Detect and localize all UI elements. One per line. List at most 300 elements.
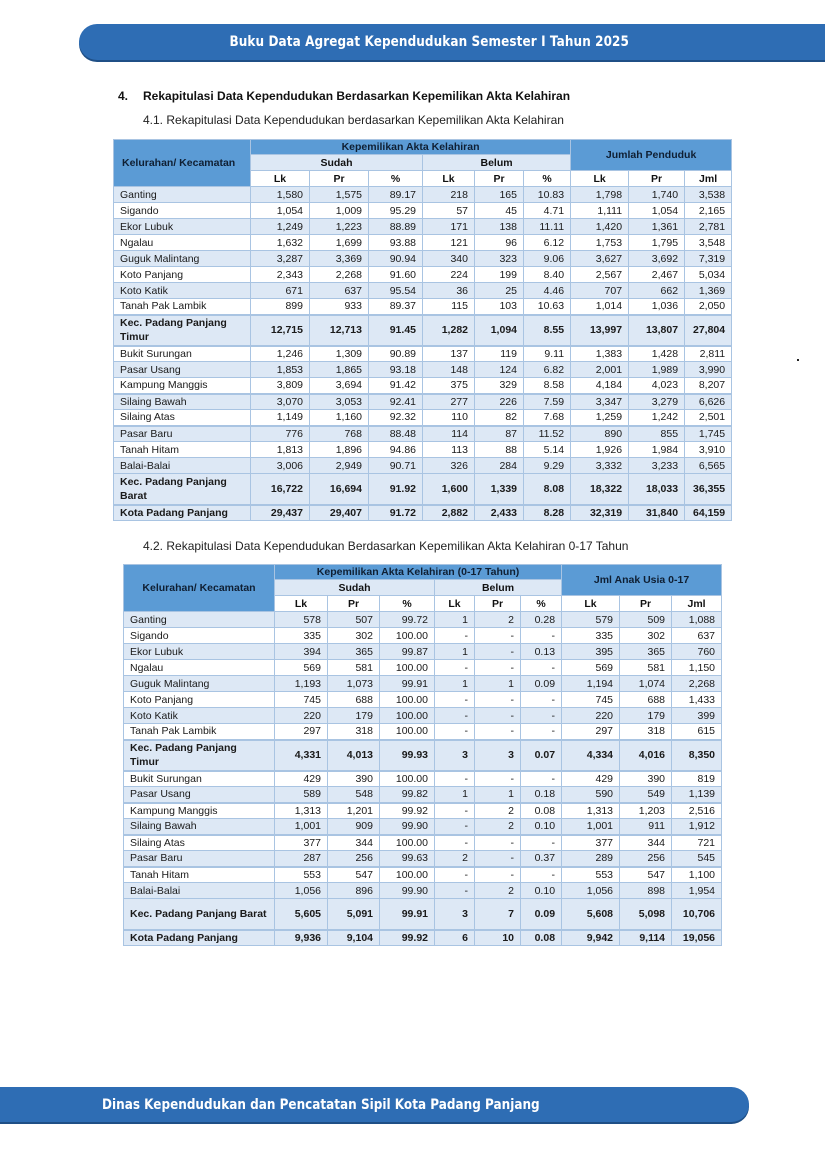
cell-t-lk: 220	[562, 708, 620, 724]
cell-b-pr: -	[475, 692, 521, 708]
cell-s-lk: 1,249	[251, 219, 310, 235]
cell-s-lk: 3,070	[251, 394, 310, 410]
total-row	[124, 930, 722, 946]
cell-b-pr: 82	[475, 410, 524, 426]
cell-t-jml: 1,100	[672, 867, 722, 883]
cell-area-name: Ngalau	[114, 235, 251, 251]
cell-b-lk: -	[435, 724, 475, 740]
cell-b-lk: -	[435, 819, 475, 835]
cell-s-lk: 578	[275, 612, 328, 628]
cell-b-pr: 2,433	[475, 505, 524, 521]
table-row	[114, 267, 732, 283]
cell-s-pr: 2,949	[310, 458, 369, 474]
cell-s-pct: 88.89	[369, 219, 423, 235]
table-row	[124, 628, 722, 644]
cell-b-pr: 1	[475, 787, 521, 803]
cell-area-name: Tanah Hitam	[124, 867, 275, 883]
cell-b-lk: -	[435, 628, 475, 644]
table-row	[124, 660, 722, 676]
cell-s-lk: 1,813	[251, 442, 310, 458]
cell-s-lk: 16,722	[251, 474, 310, 505]
cell-s-pr: 3,053	[310, 394, 369, 410]
cell-t-pr: 1,242	[629, 410, 685, 426]
table-row	[124, 676, 722, 692]
cell-t-jml: 1,139	[672, 787, 722, 803]
section-title: Rekapitulasi Data Kependudukan Berdasarkan Kepemilikan Akta Kelahiran	[143, 89, 571, 103]
cell-s-pct: 100.00	[380, 835, 435, 851]
cell-s-pct: 88.48	[369, 426, 423, 442]
cell-t-jml: 8,350	[672, 740, 722, 771]
cell-s-pct: 92.41	[369, 394, 423, 410]
cell-area-name: Kota Padang Panjang	[114, 505, 251, 521]
cell-b-lk: -	[435, 692, 475, 708]
table-row	[114, 346, 732, 362]
cell-s-pct: 100.00	[380, 660, 435, 676]
cell-t-pr: 911	[620, 819, 672, 835]
cell-s-pr: 256	[328, 851, 380, 867]
cell-s-lk: 4,331	[275, 740, 328, 771]
cell-s-pr: 4,013	[328, 740, 380, 771]
cell-t-lk: 553	[562, 867, 620, 883]
cell-t-lk: 1,194	[562, 676, 620, 692]
cell-s-lk: 1,853	[251, 362, 310, 378]
cell-b-lk: 6	[435, 930, 475, 946]
cell-s-lk: 3,006	[251, 458, 310, 474]
cell-b-lk: 115	[423, 299, 475, 315]
cell-s-pct: 99.93	[380, 740, 435, 771]
cell-b-lk: -	[435, 835, 475, 851]
cell-s-pct: 99.72	[380, 612, 435, 628]
cell-s-pr: 2,268	[310, 267, 369, 283]
cell-t-jml: 1,088	[672, 612, 722, 628]
table-row	[124, 883, 722, 899]
cell-t-pr: 1,428	[629, 346, 685, 362]
cell-s-pct: 89.37	[369, 299, 423, 315]
cell-s-pr: 1,073	[328, 676, 380, 692]
table-row	[114, 299, 732, 315]
cell-t-lk: 590	[562, 787, 620, 803]
cell-b-pct: -	[521, 708, 562, 724]
cell-t-lk: 32,319	[571, 505, 629, 521]
section-heading	[118, 89, 570, 103]
cell-s-pct: 90.89	[369, 346, 423, 362]
total-row	[114, 505, 732, 521]
cell-t-lk: 4,334	[562, 740, 620, 771]
header-sudah: Sudah	[251, 155, 423, 171]
cell-b-lk: 375	[423, 378, 475, 394]
cell-s-pr: 5,091	[328, 899, 380, 930]
header-area: Kelurahan/ Kecamatan	[124, 565, 275, 612]
cell-s-lk: 1,313	[275, 803, 328, 819]
cell-s-lk: 589	[275, 787, 328, 803]
cell-s-lk: 3,287	[251, 251, 310, 267]
cell-s-lk: 9,936	[275, 930, 328, 946]
cell-b-lk: 171	[423, 219, 475, 235]
cell-s-lk: 671	[251, 283, 310, 299]
cell-t-lk: 1,001	[562, 819, 620, 835]
cell-b-lk: 3	[435, 740, 475, 771]
cell-b-pr: -	[475, 867, 521, 883]
table-row	[114, 410, 732, 426]
cell-b-pct: 0.10	[521, 883, 562, 899]
cell-b-lk: -	[435, 883, 475, 899]
cell-b-pr: -	[475, 724, 521, 740]
cell-s-lk: 5,605	[275, 899, 328, 930]
cell-b-pr: 45	[475, 203, 524, 219]
cell-s-pct: 89.17	[369, 187, 423, 203]
cell-b-lk: 1,282	[423, 315, 475, 346]
cell-b-pct: 9.06	[524, 251, 571, 267]
cell-s-pr: 344	[328, 835, 380, 851]
cell-t-pr: 1,036	[629, 299, 685, 315]
cell-t-lk: 1,259	[571, 410, 629, 426]
cell-t-pr: 549	[620, 787, 672, 803]
header-group: Kepemilikan Akta Kelahiran	[251, 140, 571, 155]
cell-b-lk: 36	[423, 283, 475, 299]
cell-s-pct: 100.00	[380, 724, 435, 740]
cell-s-pr: 179	[328, 708, 380, 724]
header-sudah-pr: Pr	[328, 596, 380, 612]
cell-b-pct: 7.59	[524, 394, 571, 410]
cell-t-lk: 5,608	[562, 899, 620, 930]
cell-area-name: Pasar Baru	[124, 851, 275, 867]
cell-area-name: Bukit Surungan	[124, 771, 275, 787]
cell-b-pct: 11.52	[524, 426, 571, 442]
subtotal-row	[114, 474, 732, 505]
cell-area-name: Pasar Baru	[114, 426, 251, 442]
cell-s-pr: 318	[328, 724, 380, 740]
header-sudah: Sudah	[275, 580, 435, 596]
cell-t-lk: 1,313	[562, 803, 620, 819]
cell-t-jml: 6,626	[685, 394, 732, 410]
cell-s-pr: 1,309	[310, 346, 369, 362]
birth-certificate-0-17-table	[123, 564, 722, 946]
cell-s-lk: 287	[275, 851, 328, 867]
cell-area-name: Tanah Pak Lambik	[124, 724, 275, 740]
subtotal-row	[124, 740, 722, 771]
cell-t-jml: 1,369	[685, 283, 732, 299]
header-total-pr: Pr	[620, 596, 672, 612]
cell-t-lk: 569	[562, 660, 620, 676]
cell-s-pr: 1,201	[328, 803, 380, 819]
cell-s-pr: 548	[328, 787, 380, 803]
cell-b-pct: 10.63	[524, 299, 571, 315]
cell-s-pct: 100.00	[380, 628, 435, 644]
cell-b-pct: -	[521, 867, 562, 883]
cell-t-pr: 1,989	[629, 362, 685, 378]
cell-area-name: Kampung Manggis	[124, 803, 275, 819]
cell-s-pct: 95.54	[369, 283, 423, 299]
cell-t-lk: 890	[571, 426, 629, 442]
cell-t-lk: 1,753	[571, 235, 629, 251]
cell-b-pct: 6.82	[524, 362, 571, 378]
cell-area-name: Kec. Padang Panjang Timur	[124, 740, 275, 771]
cell-area-name: Kec. Padang Panjang Timur	[114, 315, 251, 346]
cell-t-pr: 4,016	[620, 740, 672, 771]
cell-b-pr: 226	[475, 394, 524, 410]
cell-t-pr: 13,807	[629, 315, 685, 346]
cell-s-pr: 12,713	[310, 315, 369, 346]
cell-b-pct: 5.14	[524, 442, 571, 458]
header-belum-lk: Lk	[423, 171, 475, 187]
cell-b-pr: 124	[475, 362, 524, 378]
cell-s-pr: 3,694	[310, 378, 369, 394]
cell-t-jml: 2,811	[685, 346, 732, 362]
table-row	[114, 394, 732, 410]
cell-b-pr: 329	[475, 378, 524, 394]
cell-b-lk: 57	[423, 203, 475, 219]
cell-s-pr: 507	[328, 612, 380, 628]
cell-s-lk: 335	[275, 628, 328, 644]
cell-s-pr: 1,896	[310, 442, 369, 458]
cell-b-pct: -	[521, 692, 562, 708]
cell-t-lk: 4,184	[571, 378, 629, 394]
cell-b-pct: -	[521, 628, 562, 644]
cell-b-lk: 277	[423, 394, 475, 410]
cell-s-lk: 394	[275, 644, 328, 660]
cell-s-pr: 933	[310, 299, 369, 315]
cell-b-lk: -	[435, 708, 475, 724]
table-row	[114, 426, 732, 442]
cell-b-pr: 1,094	[475, 315, 524, 346]
cell-b-pr: 119	[475, 346, 524, 362]
cell-t-lk: 297	[562, 724, 620, 740]
cell-t-pr: 688	[620, 692, 672, 708]
cell-s-lk: 2,343	[251, 267, 310, 283]
table-row	[114, 187, 732, 203]
cell-t-lk: 377	[562, 835, 620, 851]
cell-t-pr: 1,795	[629, 235, 685, 251]
cell-t-pr: 662	[629, 283, 685, 299]
cell-s-pr: 768	[310, 426, 369, 442]
cell-s-pr: 581	[328, 660, 380, 676]
cell-b-pr: -	[475, 644, 521, 660]
cell-t-jml: 5,034	[685, 267, 732, 283]
cell-s-pr: 1,160	[310, 410, 369, 426]
cell-t-lk: 3,627	[571, 251, 629, 267]
cell-t-lk: 13,997	[571, 315, 629, 346]
header-total: Jml Anak Usia 0-17	[562, 565, 722, 596]
cell-b-pct: 6.12	[524, 235, 571, 251]
cell-s-pr: 3,369	[310, 251, 369, 267]
cell-t-lk: 3,332	[571, 458, 629, 474]
cell-t-pr: 3,279	[629, 394, 685, 410]
header-sudah-lk: Lk	[251, 171, 310, 187]
cell-s-pct: 99.90	[380, 819, 435, 835]
cell-s-pct: 99.92	[380, 803, 435, 819]
cell-b-pct: 9.29	[524, 458, 571, 474]
cell-s-pct: 91.60	[369, 267, 423, 283]
cell-s-pct: 99.91	[380, 676, 435, 692]
cell-s-pct: 99.87	[380, 644, 435, 660]
cell-t-lk: 2,567	[571, 267, 629, 283]
cell-b-pr: -	[475, 771, 521, 787]
header-total-jml: Jml	[685, 171, 732, 187]
cell-t-jml: 1,433	[672, 692, 722, 708]
cell-b-pct: 0.28	[521, 612, 562, 628]
cell-s-pct: 91.42	[369, 378, 423, 394]
cell-s-pct: 91.45	[369, 315, 423, 346]
cell-s-lk: 377	[275, 835, 328, 851]
header-belum-pct: %	[524, 171, 571, 187]
cell-b-pr: 165	[475, 187, 524, 203]
cell-b-pct: 8.28	[524, 505, 571, 521]
header-belum: Belum	[423, 155, 571, 171]
cell-t-lk: 1,014	[571, 299, 629, 315]
cell-s-lk: 1,580	[251, 187, 310, 203]
cell-t-jml: 36,355	[685, 474, 732, 505]
cell-b-lk: 1	[435, 612, 475, 628]
cell-b-lk: 326	[423, 458, 475, 474]
cell-t-lk: 1,926	[571, 442, 629, 458]
page-footer-text: Dinas Kependudukan dan Pencatatan Sipil Kota Padang Panjang	[102, 1096, 540, 1113]
cell-s-pct: 100.00	[380, 771, 435, 787]
cell-area-name: Ganting	[114, 187, 251, 203]
cell-t-pr: 256	[620, 851, 672, 867]
table-row	[124, 724, 722, 740]
cell-t-jml: 8,207	[685, 378, 732, 394]
cell-s-lk: 899	[251, 299, 310, 315]
cell-s-lk: 1,632	[251, 235, 310, 251]
cell-area-name: Tanah Pak Lambik	[114, 299, 251, 315]
cell-area-name: Silaing Bawah	[124, 819, 275, 835]
table-row	[114, 378, 732, 394]
cell-area-name: Pasar Usang	[114, 362, 251, 378]
cell-area-name: Silaing Atas	[114, 410, 251, 426]
subtotal-row	[124, 899, 722, 930]
cell-t-pr: 3,692	[629, 251, 685, 267]
cell-b-lk: 2,882	[423, 505, 475, 521]
cell-b-pr: 103	[475, 299, 524, 315]
table-row	[124, 612, 722, 628]
cell-t-jml: 2,165	[685, 203, 732, 219]
table-row	[114, 235, 732, 251]
cell-b-pr: 323	[475, 251, 524, 267]
cell-t-jml: 1,150	[672, 660, 722, 676]
cell-t-pr: 3,233	[629, 458, 685, 474]
cell-t-jml: 1,745	[685, 426, 732, 442]
table-row	[114, 251, 732, 267]
cell-t-pr: 18,033	[629, 474, 685, 505]
cell-s-pct: 92.32	[369, 410, 423, 426]
cell-area-name: Kota Padang Panjang	[124, 930, 275, 946]
cell-b-pr: 2	[475, 612, 521, 628]
cell-b-lk: 340	[423, 251, 475, 267]
header-total-lk: Lk	[562, 596, 620, 612]
cell-b-lk: 113	[423, 442, 475, 458]
cell-t-pr: 2,467	[629, 267, 685, 283]
table-row	[124, 771, 722, 787]
cell-area-name: Koto Panjang	[124, 692, 275, 708]
cell-t-pr: 1,984	[629, 442, 685, 458]
cell-b-pr: -	[475, 660, 521, 676]
cell-t-pr: 1,054	[629, 203, 685, 219]
cell-b-lk: -	[435, 771, 475, 787]
cell-t-jml: 1,912	[672, 819, 722, 835]
header-belum: Belum	[435, 580, 562, 596]
cell-b-lk: 1	[435, 787, 475, 803]
table2-subtitle: 4.2. Rekapitulasi Data Kependudukan Berdasarkan Kepemilikan Akta Kelahiran 0-17 Tahun	[143, 539, 629, 553]
cell-s-pr: 1,699	[310, 235, 369, 251]
cell-s-pct: 90.71	[369, 458, 423, 474]
cell-t-jml: 6,565	[685, 458, 732, 474]
cell-s-pr: 16,694	[310, 474, 369, 505]
cell-s-lk: 1,246	[251, 346, 310, 362]
cell-b-pct: -	[521, 771, 562, 787]
cell-t-pr: 509	[620, 612, 672, 628]
cell-b-lk: 3	[435, 899, 475, 930]
header-belum-lk: Lk	[435, 596, 475, 612]
cell-s-pr: 1,223	[310, 219, 369, 235]
cell-s-lk: 12,715	[251, 315, 310, 346]
cell-b-lk: -	[435, 867, 475, 883]
cell-t-jml: 399	[672, 708, 722, 724]
cell-t-lk: 1,420	[571, 219, 629, 235]
cell-t-jml: 2,050	[685, 299, 732, 315]
cell-s-lk: 297	[275, 724, 328, 740]
table-row	[124, 803, 722, 819]
cell-s-lk: 29,437	[251, 505, 310, 521]
cell-b-pr: 1	[475, 676, 521, 692]
cell-s-pr: 637	[310, 283, 369, 299]
header-group: Kepemilikan Akta Kelahiran (0-17 Tahun)	[275, 565, 562, 580]
page-header-title: Buku Data Agregat Kependudukan Semester I Tahun 2025	[229, 34, 629, 50]
section-number: 4.	[118, 89, 129, 103]
cell-b-pct: 11.11	[524, 219, 571, 235]
cell-area-name: Guguk Malintang	[124, 676, 275, 692]
cell-b-pr: 2	[475, 819, 521, 835]
table-row	[114, 283, 732, 299]
cell-t-lk: 3,347	[571, 394, 629, 410]
cell-t-lk: 707	[571, 283, 629, 299]
cell-b-pct: 0.08	[521, 803, 562, 819]
cell-b-pr: 2	[475, 803, 521, 819]
cell-b-pct: -	[521, 724, 562, 740]
cell-s-pr: 1,009	[310, 203, 369, 219]
cell-area-name: Koto Panjang	[114, 267, 251, 283]
cell-area-name: Ekor Lubuk	[124, 644, 275, 660]
cell-b-lk: -	[435, 803, 475, 819]
cell-b-pct: 8.58	[524, 378, 571, 394]
table-row	[114, 442, 732, 458]
cell-t-pr: 365	[620, 644, 672, 660]
table-row	[114, 362, 732, 378]
cell-s-lk: 569	[275, 660, 328, 676]
cell-b-lk: 224	[423, 267, 475, 283]
cell-b-pr: 25	[475, 283, 524, 299]
cell-b-pr: 3	[475, 740, 521, 771]
cell-b-pct: 0.09	[521, 676, 562, 692]
header-total: Jumlah Penduduk	[571, 140, 732, 171]
cell-t-lk: 1,383	[571, 346, 629, 362]
cell-s-pr: 896	[328, 883, 380, 899]
cell-b-lk: 114	[423, 426, 475, 442]
cell-b-pr: 88	[475, 442, 524, 458]
cell-b-lk: 1	[435, 644, 475, 660]
cell-t-lk: 395	[562, 644, 620, 660]
cell-t-jml: 7,319	[685, 251, 732, 267]
cell-b-lk: 121	[423, 235, 475, 251]
cell-b-pr: -	[475, 628, 521, 644]
cell-b-pct: 0.18	[521, 787, 562, 803]
stray-mark	[797, 359, 799, 361]
cell-t-jml: 637	[672, 628, 722, 644]
cell-s-pct: 94.86	[369, 442, 423, 458]
cell-b-pct: 0.07	[521, 740, 562, 771]
table1-subtitle: 4.1. Rekapitulasi Data Kependudukan berdasarkan Kepemilikan Akta Kelahiran	[143, 113, 564, 127]
cell-t-jml: 3,538	[685, 187, 732, 203]
table-row	[114, 203, 732, 219]
